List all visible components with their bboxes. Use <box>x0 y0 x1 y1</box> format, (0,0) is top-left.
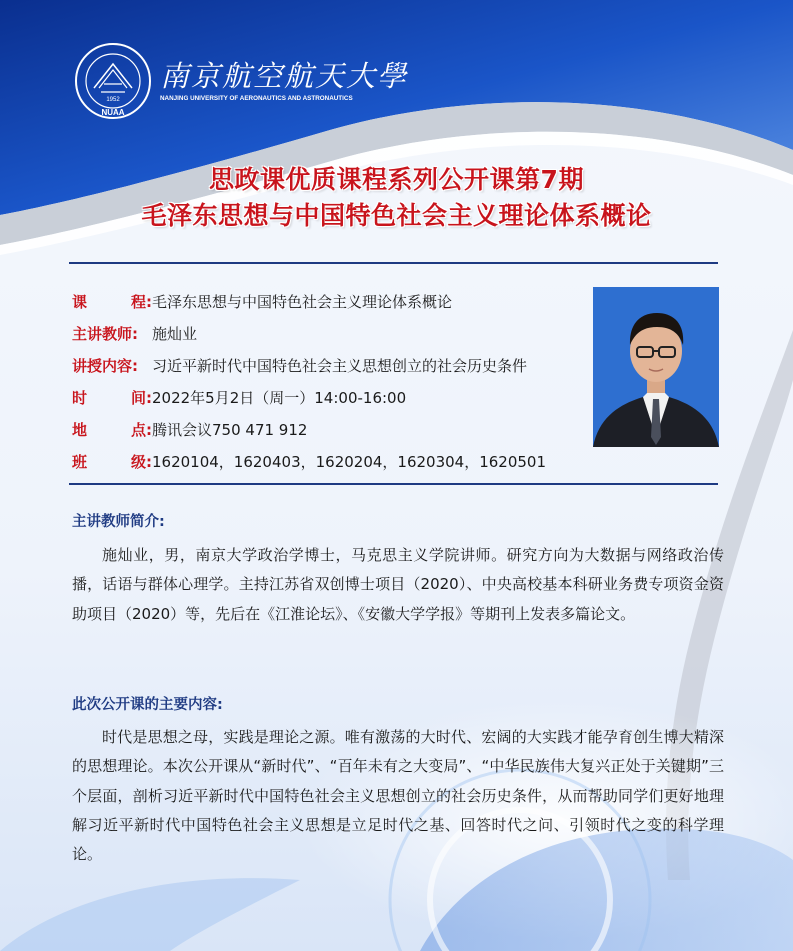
info-row-course <box>72 285 572 317</box>
svg-text:NUAA: NUAA <box>101 108 125 117</box>
lecturer-photo <box>593 287 719 447</box>
info-label: 班 级: <box>72 452 152 471</box>
info-row-classes <box>72 445 572 477</box>
info-value: 1620104，1620403，1620204，1620304，1620501 <box>152 452 547 471</box>
university-logo <box>72 40 409 120</box>
info-label: 讲授内容: <box>72 356 138 375</box>
info-label: 地 点: <box>72 420 152 439</box>
info-value: 2022年5月2日（周一）14:00-16:00 <box>152 388 407 407</box>
university-name-en: NANJING UNIVERSITY OF AERONAUTICS AND ASTRONAUTICS <box>160 95 353 102</box>
bottom-divider <box>69 483 718 485</box>
info-row-content <box>72 349 572 381</box>
info-label: 主讲教师: <box>72 324 138 343</box>
content-heading: 此次公开课的主要内容: <box>72 697 223 713</box>
title-line-1: 思政课优质课程系列公开课第7期 <box>209 165 584 194</box>
course-info <box>72 285 572 477</box>
info-value: 习近平新时代中国特色社会主义思想创立的社会历史条件 <box>152 356 528 375</box>
svg-text:1952: 1952 <box>106 97 120 103</box>
university-seal-icon <box>72 40 154 122</box>
content-paragraph: 时代是思想之母，实践是理论之源。唯有激荡的大时代、宏阔的大实践才能孕育创生博大精深的思想理论。本次公开课从“新时代”、“百年未有之大变局”、“中华民族伟大复兴正处于关键期”三个层面，剖析习近平新时代中国特色社会主义思想创立的社会历史条件，从而帮助同学们更好地理解习近平新时代中国特色社会主义思想是立足时代之基、回答时代之问、引领时代之变的科学理论。 <box>72 728 724 864</box>
info-row-time <box>72 381 572 413</box>
bio-paragraph: 施灿业，男，南京大学政治学博士，马克思主义学院讲师。研究方向为大数据与网络政治传播，话语与群体心理学。主持江苏省双创博士项目（2020）、中央高校基本科研业务费专项资金资助项目（2020）等，先后在《江淮论坛》、《安徽大学学报》等期刊上发表多篇论文。 <box>72 546 724 623</box>
info-row-lecturer <box>72 317 572 349</box>
top-divider <box>69 262 718 264</box>
info-value: 施灿业 <box>152 324 198 343</box>
info-label: 课 程: <box>72 292 152 311</box>
info-row-location <box>72 413 572 445</box>
info-value: 腾讯会议750 471 912 <box>152 420 308 439</box>
university-name-cn: 南京航空航天大學 <box>160 59 409 93</box>
info-label: 时 间: <box>72 388 152 407</box>
info-value: 毛泽东思想与中国特色社会主义理论体系概论 <box>152 292 453 311</box>
title-line-2: 毛泽东思想与中国特色社会主义理论体系概论 <box>141 201 652 230</box>
bio-heading: 主讲教师简介: <box>72 514 165 530</box>
